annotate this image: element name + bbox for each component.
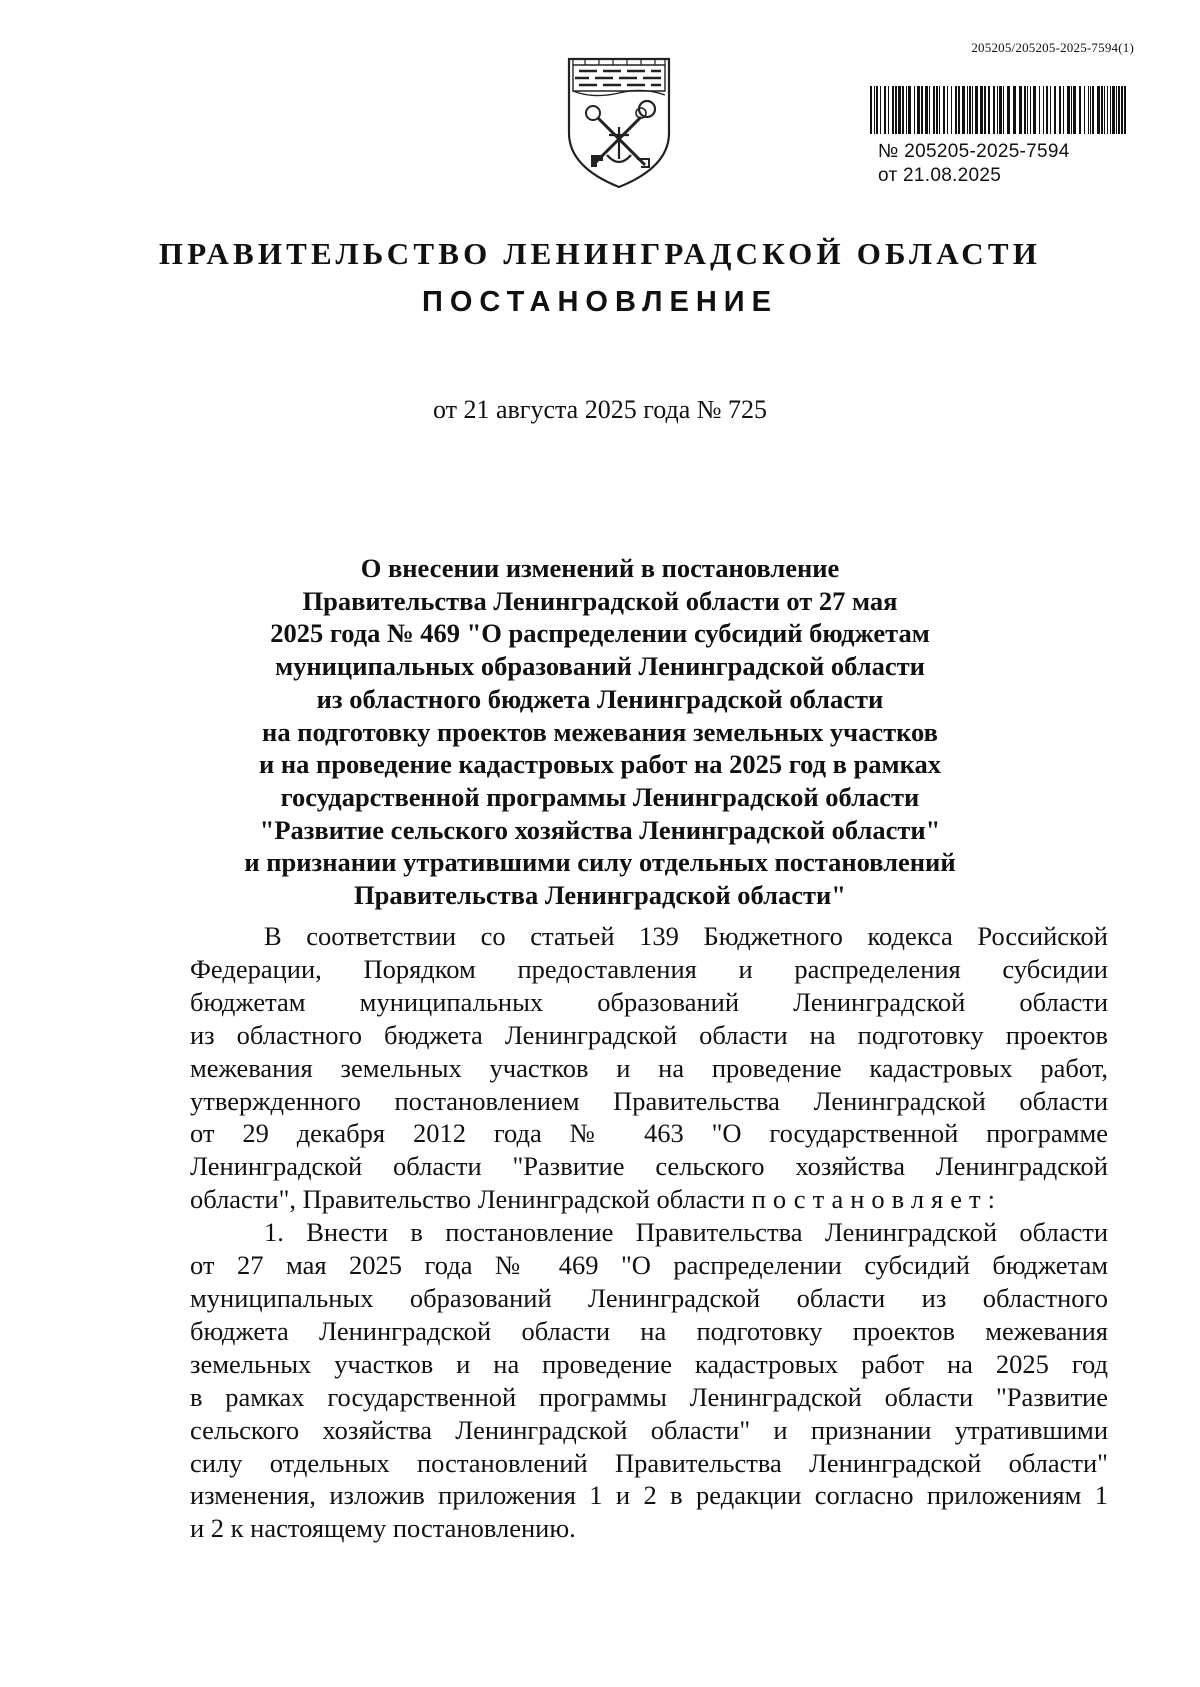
body-line: В соответствии со статьей 139 Бюджетного кодекса Российской bbox=[264, 921, 1108, 951]
registration-date: от 21.08.2025 bbox=[878, 165, 1002, 186]
subject-line: муниципальных образований Ленинградской области bbox=[275, 651, 925, 682]
subject-line: и на проведение кадастровых работ на 2025 год в рамках bbox=[259, 749, 941, 780]
document-body bbox=[190, 920, 1108, 1545]
subject-line: 2025 года № 469 "О распределении субсидий бюджетам bbox=[270, 618, 930, 649]
body-line: из областного бюджета Ленинградской области на подготовку проектов bbox=[190, 1019, 1108, 1050]
body-line: от 27 мая 2025 года № 469 "О распределении субсидий бюджетам bbox=[190, 1250, 1108, 1281]
body-line: межевания земельных участков и на проведение кадастровых работ, bbox=[190, 1052, 1108, 1083]
body-line: Ленинградской области "Развитие сельского хозяйства Ленинградской bbox=[190, 1151, 1108, 1182]
body-line bbox=[190, 1183, 1108, 1216]
registration-block bbox=[878, 140, 1070, 188]
document-type: ПОСТАНОВЛЕНИЕ bbox=[422, 286, 778, 318]
subject-line: и признании утратившими силу отдельных постановлений bbox=[244, 847, 956, 878]
organization-title: ПРАВИТЕЛЬСТВО ЛЕНИНГРАДСКОЙ ОБЛАСТИ bbox=[158, 236, 1042, 271]
subject-line: О внесении изменений в постановление bbox=[360, 553, 840, 583]
body-line: в рамках государственной программы Ленинградской области "Развитие bbox=[190, 1381, 1108, 1412]
body-line: утвержденного постановлением Правительства Ленинградской области bbox=[190, 1085, 1108, 1116]
body-line: земельных участков и на проведение кадастровых работ на 2025 год bbox=[190, 1348, 1108, 1379]
barcode-icon bbox=[870, 86, 1132, 134]
body-line: силу отдельных постановлений Правительства Ленинградской области" bbox=[190, 1447, 1108, 1478]
subject-line: Правительства Ленинградской области от 27 мая bbox=[302, 585, 898, 616]
body-line: бюджета Ленинградской области на подготовку проектов межевания bbox=[190, 1315, 1108, 1346]
body-line: Федерации, Порядком предоставления и распределения субсидии bbox=[190, 953, 1108, 984]
document-date: от 21 августа 2025 года № 725 bbox=[432, 395, 768, 424]
body-line: сельского хозяйства Ленинградской области" и признании утратившими bbox=[190, 1414, 1108, 1445]
subject-line: "Развитие сельского хозяйства Ленинградской области" bbox=[259, 814, 941, 845]
subject-line: Правительства Ленинградской области" bbox=[354, 880, 846, 911]
document-subject bbox=[150, 552, 1050, 912]
document-tracking-id: 205205/205205-2025-7594(1) bbox=[971, 40, 1134, 55]
subject-line: на подготовку проектов межевания земельных участков bbox=[262, 716, 938, 747]
body-line: 1. Внести в постановление Правительства Ленинградской области bbox=[264, 1217, 1108, 1248]
body-paragraph-2 bbox=[190, 1216, 1108, 1545]
body-paragraph-1 bbox=[190, 920, 1108, 1216]
registration-number: № 205205-2025-7594 bbox=[878, 141, 1070, 162]
body-line: и 2 к настоящему постановлению. bbox=[190, 1513, 576, 1544]
body-line-prefix: области", Правительство Ленинградской области bbox=[190, 1184, 752, 1215]
leningrad-oblast-coat-of-arms-icon bbox=[563, 55, 675, 191]
body-line: муниципальных образований Ленинградской области из областного bbox=[190, 1282, 1108, 1313]
subject-line: из областного бюджета Ленинградской области bbox=[316, 683, 884, 714]
body-line: бюджетам муниципальных образований Ленинградской области bbox=[190, 986, 1108, 1017]
body-line: от 29 декабря 2012 года № 463 "О государственной программе bbox=[190, 1118, 1108, 1149]
body-line: изменения, изложив приложения 1 и 2 в редакции согласно приложениям 1 bbox=[190, 1480, 1108, 1511]
resolves-word: постановляет: bbox=[751, 1184, 1002, 1215]
subject-line: государственной программы Ленинградской области bbox=[280, 781, 920, 812]
